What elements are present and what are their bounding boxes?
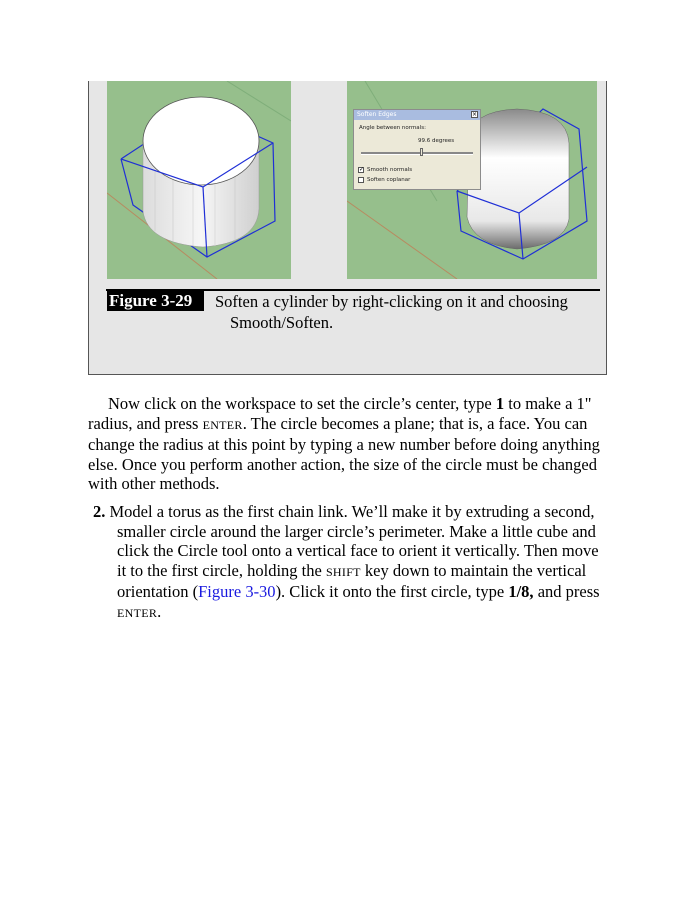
text-run: ). Click it onto the first circle, type [275, 582, 509, 602]
left-cylinder-figure [107, 81, 291, 279]
figure-box [88, 81, 607, 375]
text-run: key down to maintain the vertical orientation ( [117, 560, 587, 602]
text-run: Model a torus as the first chain link. We’ll make it by extruding a second, smaller circle around the larger circle’s perimeter. Make a little cube and click the Circle tool onto a vertical face to orient it vertically. Then move it to the first circle, holding the [105, 502, 599, 580]
text-run: . [157, 601, 162, 621]
step-2-paragraph [93, 502, 608, 624]
text-run: Now click on the workspace to set the circle’s center, type [108, 394, 496, 413]
soften-coplanar-label: Soften coplanar [367, 177, 411, 183]
bold-value: 1 [495, 394, 505, 413]
soften-edges-dialog [353, 109, 481, 190]
dialog-titlebar[interactable] [354, 110, 480, 120]
angle-label: Angle between normals: [359, 125, 426, 131]
body-paragraph [88, 394, 608, 494]
step-number: 2. [93, 502, 106, 521]
text-run: to make a 1" radius, and press [88, 394, 592, 433]
key-name: ENTER [117, 605, 158, 620]
close-icon[interactable]: × [472, 111, 478, 118]
text-run: . The circle becomes a plane; that is, a face. You can change the radius at this point by typing a new number before doing anything else. Once you perform another action, the size of the circle must be changed with other methods. [88, 413, 600, 494]
figure-caption [215, 291, 595, 333]
dialog-title: Soften Edges [357, 111, 397, 118]
figure-link[interactable]: Figure 3-30 [198, 582, 276, 602]
smooth-normals-checkbox[interactable]: ✓ [359, 166, 365, 173]
text-run: and press [533, 582, 600, 602]
smooth-normals-label: Smooth normals [367, 167, 413, 173]
angle-slider-track[interactable] [361, 152, 473, 155]
soften-coplanar-checkbox[interactable] [358, 177, 364, 183]
figure-label: Figure 3-29 [107, 291, 204, 311]
angle-slider-thumb[interactable] [420, 148, 423, 156]
key-name: ENTER [202, 417, 243, 432]
angle-value: 99.6 degrees [418, 138, 455, 144]
caption-line-2: Smooth/Soften. [230, 313, 334, 332]
bold-value: 1/8, [508, 582, 534, 602]
key-name: SHIFT [325, 564, 361, 579]
caption-line-1: Soften a cylinder by right-clicking on it and choosing [215, 292, 568, 311]
